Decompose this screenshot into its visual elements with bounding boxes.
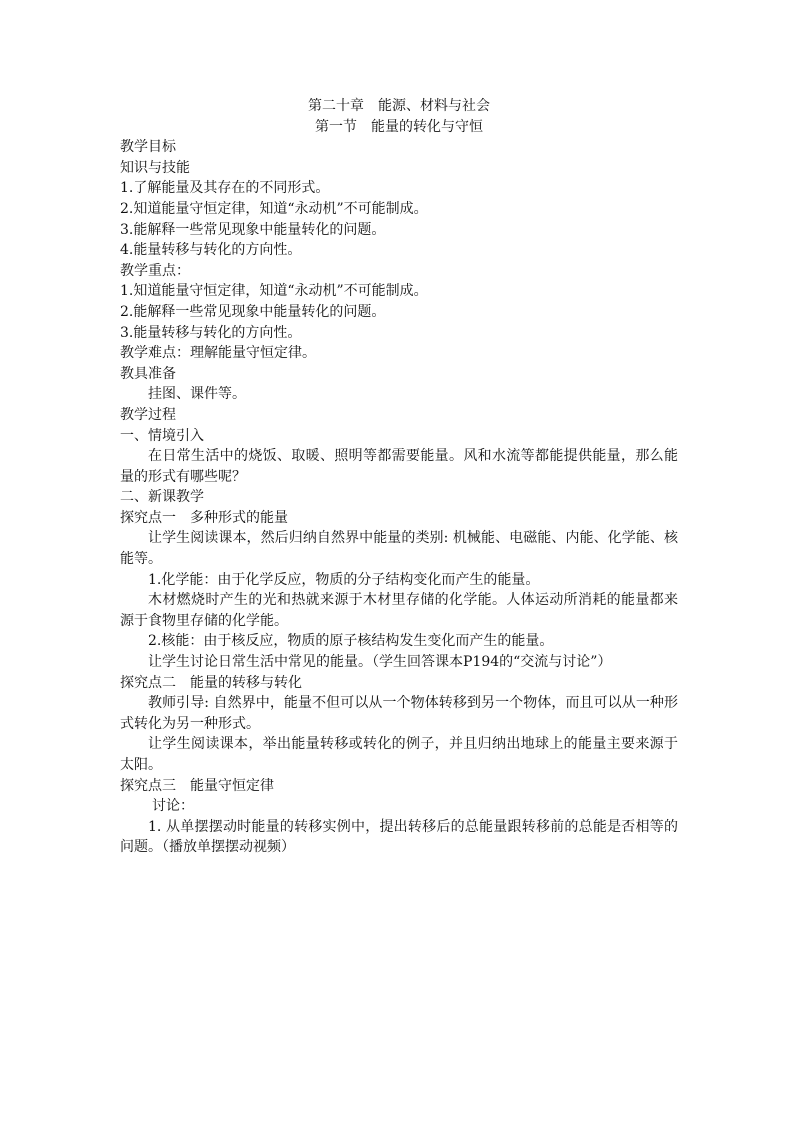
key-point-item: 2.能解释一些常见现象中能量转化的问题。 <box>120 303 386 320</box>
discussion-label: 讨论： <box>152 798 194 815</box>
difficulty-line: 教学难点：理解能量守恒定律。 <box>120 345 316 362</box>
point1-paragraph: 让学生阅读课本，然后归纳自然界中能量的类别: 机械能、电磁能、内能、化学能、核能等。 <box>120 530 678 568</box>
goal-item: 4.能量转移与转化的方向性。 <box>120 242 302 259</box>
goal-item: 2.知道能量守恒定律，知道“永动机”不可能制成。 <box>120 200 428 217</box>
section-title: 第一节 能量的转化与守恒 <box>315 118 483 135</box>
part1-text: 在日常生活中的烧饭、取暖、照明等都需要能量。风和水流等都能提供能量，那么能量的形式有哪些呢？ <box>120 448 678 485</box>
point3-paragraph: 1. 从单摆摆动时能量的转移实例中，提出转移后的总能量跟转移前的总能是否相等的问题。（播放单摆摆动视频） <box>120 818 678 856</box>
point1-heading: 探究点一 多种形式的能量 <box>120 509 288 526</box>
point1-paragraph: 木材燃烧时产生的光和热就来源于木材里存储的化学能。人体运动所消耗的能量都来源于食物里存储的化学能。 <box>120 592 678 629</box>
part1-heading: 一、情境引入 <box>120 427 204 444</box>
point2-paragraph: 教师引导: 自然界中，能量不但可以从一个物体转移到另一个物体，而且可以从一种形式转化为另一种形式。 <box>120 695 678 732</box>
point1-paragraph: 2.核能：由于核反应，物质的原子核结构发生变化而产生的能量。 <box>148 633 554 650</box>
point1-paragraph: 1.化学能：由于化学反应，物质的分子结构变化而产生的能量。 <box>148 571 540 588</box>
point1-paragraph: 让学生讨论日常生活中常见的能量。（学生回答课本P194的“交流与讨论”） <box>148 654 612 671</box>
process-heading: 教学过程 <box>120 406 176 423</box>
chapter-title: 第二十章 能源、材料与社会 <box>308 98 490 114</box>
point2-paragraph: 让学生阅读课本，举出能量转移或转化的例子，并且归纳出地球上的能量主要来源于太阳。 <box>120 736 678 773</box>
tools-heading: 教具准备 <box>120 365 176 382</box>
document-page <box>120 96 678 858</box>
key-point-item: 3.能量转移与转化的方向性。 <box>120 324 302 341</box>
point2-heading: 探究点二 能量的转移与转化 <box>120 674 302 691</box>
part2-heading: 二、新课教学 <box>120 489 204 506</box>
goals-heading: 教学目标 <box>120 139 176 156</box>
key-point-item: 1.知道能量守恒定律，知道“永动机”不可能制成。 <box>120 283 428 300</box>
point3-heading: 探究点三 能量守恒定律 <box>120 777 274 794</box>
tools-text: 挂图、课件等。 <box>148 386 246 403</box>
knowledge-heading: 知识与技能 <box>120 159 190 176</box>
goal-item: 1.了解能量及其存在的不同形式。 <box>120 180 330 197</box>
key-points-heading: 教学重点： <box>120 262 190 279</box>
goal-item: 3.能解释一些常见现象中能量转化的问题。 <box>120 221 386 238</box>
